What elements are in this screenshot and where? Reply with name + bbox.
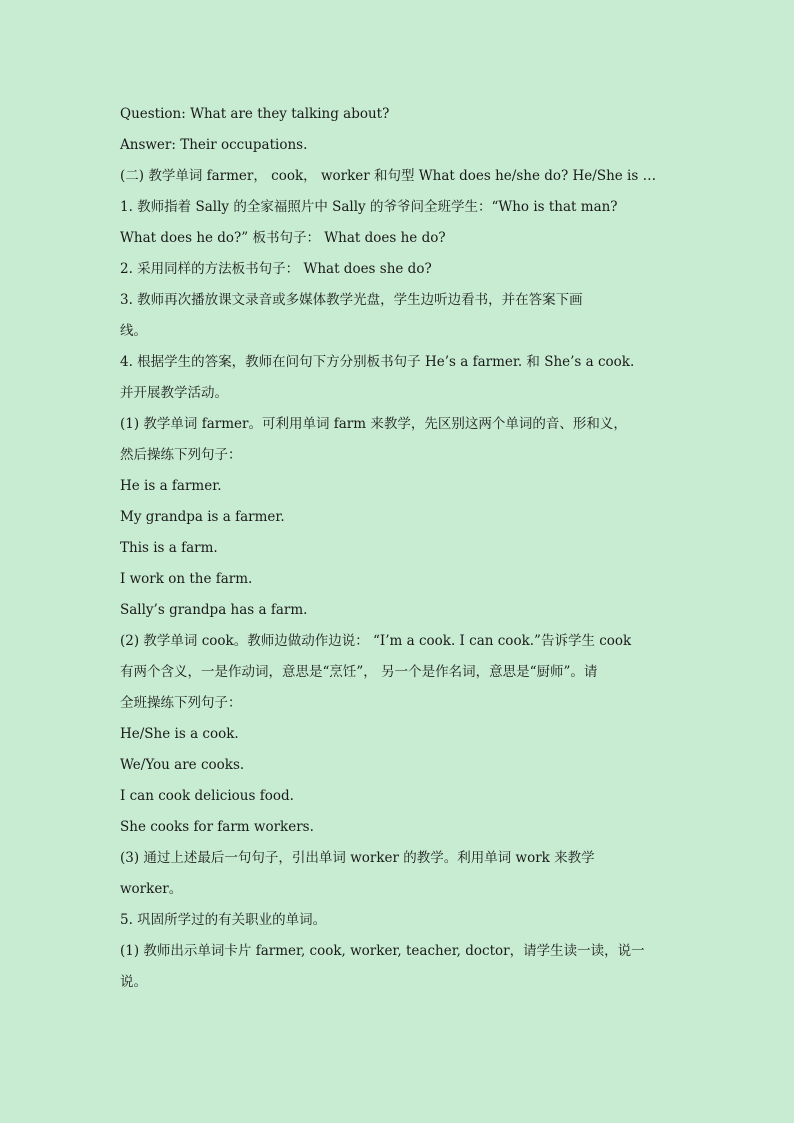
example-sentence: I work on the farm. xyxy=(120,571,253,587)
step-5-substep-1-line-2: 说。 xyxy=(120,974,147,990)
substep-1-line-1: (1) 教学单词 farmer。可利用单词 farm 来教学，先区别这两个单词的音、形和义， xyxy=(120,416,627,432)
step-3-line-2: 线。 xyxy=(120,323,147,339)
question-line: Question: What are they talking about? xyxy=(120,106,390,122)
example-sentence: She cooks for farm workers. xyxy=(120,819,314,835)
section-heading: (二) 教学单词 farmer， cook， worker 和句型 What does he/she do? He/She is … xyxy=(120,168,657,184)
example-sentence: Sally’s grandpa has a farm. xyxy=(120,602,308,618)
example-sentence: He/She is a cook. xyxy=(120,726,239,742)
step-1-line-1: 1. 教师指着 Sally 的全家福照片中 Sally 的爷爷问全班学生：“Who is that man? xyxy=(120,199,618,215)
example-sentence: He is a farmer. xyxy=(120,478,222,494)
document-body xyxy=(120,99,680,998)
example-sentence: We/You are cooks. xyxy=(120,757,245,773)
step-1-line-2: What does he do?” 板书句子： What does he do? xyxy=(120,230,446,246)
step-5-substep-1-line-1: (1) 教师出示单词卡片 farmer, cook, worker, teacher, doctor，请学生读一读，说一 xyxy=(120,943,645,959)
substep-2-line-3: 全班操练下列句子： xyxy=(120,695,242,711)
substep-3-line-2: worker。 xyxy=(120,881,183,897)
example-sentence: My grandpa is a farmer. xyxy=(120,509,285,525)
step-4-line-2: 并开展教学活动。 xyxy=(120,385,228,401)
substep-3-line-1: (3) 通过上述最后一句句子，引出单词 worker 的教学。利用单词 work 来教学 xyxy=(120,850,595,866)
example-sentence: I can cook delicious food. xyxy=(120,788,294,804)
answer-line: Answer: Their occupations. xyxy=(120,137,308,153)
step-4-line-1: 4. 根据学生的答案，教师在问句下方分别板书句子 He’s a farmer. 和 She’s a cook. xyxy=(120,354,635,370)
substep-1-line-2: 然后操练下列句子： xyxy=(120,447,242,463)
step-5-line: 5. 巩固所学过的有关职业的单词。 xyxy=(120,912,327,928)
step-2-line: 2. 采用同样的方法板书句子： What does she do? xyxy=(120,261,432,277)
substep-2-line-1: (2) 教学单词 cook。教师边做动作边说： “I’m a cook. I can cook.”告诉学生 cook xyxy=(120,633,632,649)
step-3-line-1: 3. 教师再次播放课文录音或多媒体教学光盘，学生边听边看书，并在答案下画 xyxy=(120,292,583,308)
example-sentence: This is a farm. xyxy=(120,540,218,556)
substep-2-line-2: 有两个含义，一是作动词，意思是“烹饪”， 另一个是作名词，意思是“厨师”。请 xyxy=(120,664,598,680)
